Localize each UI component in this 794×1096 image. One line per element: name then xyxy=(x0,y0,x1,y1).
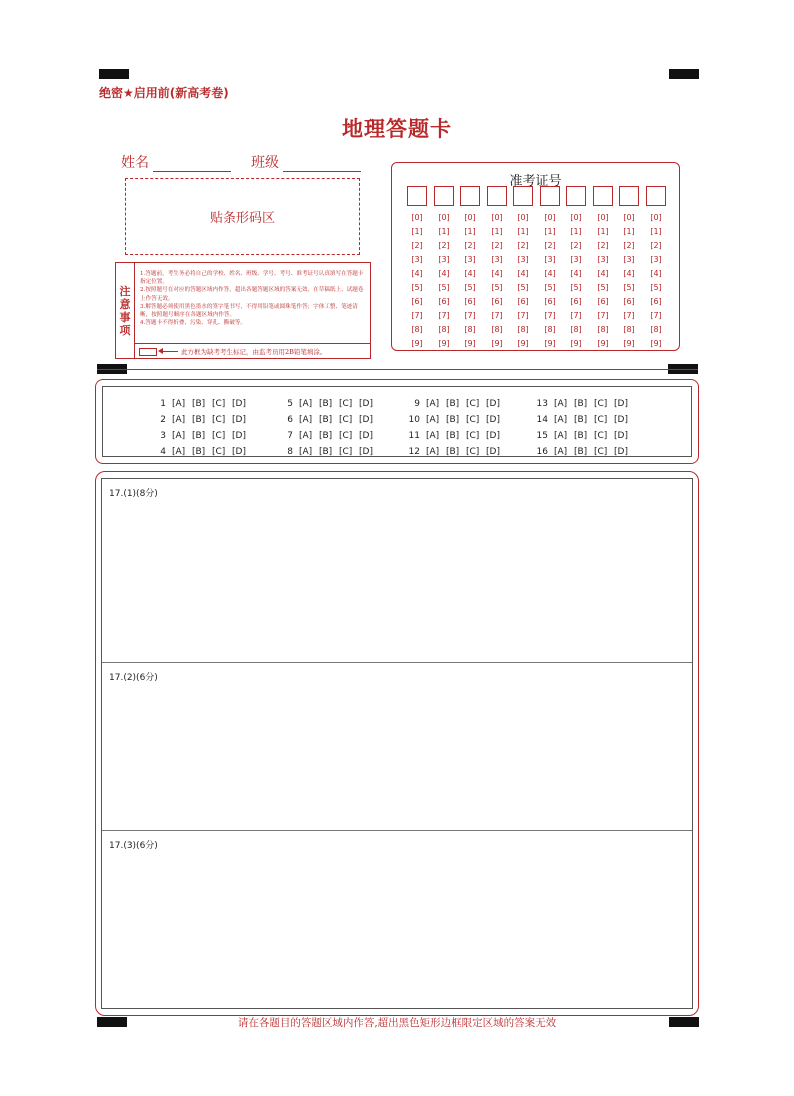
choice-bubble[interactable]: [D] xyxy=(232,431,246,441)
question-number: 14 xyxy=(536,415,548,425)
choice-bubble[interactable]: [C] xyxy=(212,415,226,425)
exam-id-bubble[interactable]: [5] xyxy=(438,283,450,292)
exam-id-digit-box[interactable] xyxy=(566,186,586,206)
exam-id-column xyxy=(540,186,560,351)
exam-id-bubble[interactable]: [7] xyxy=(517,311,529,320)
exam-id-bubble[interactable]: [4] xyxy=(438,269,450,278)
exam-id-bubble[interactable]: [3] xyxy=(438,255,450,264)
notice-side-char: 项 xyxy=(119,323,131,337)
exam-id-bubble[interactable]: [4] xyxy=(650,269,662,278)
exam-id-bubble[interactable]: [1] xyxy=(597,227,609,236)
notice-side-char: 事 xyxy=(119,310,131,324)
exam-id-column xyxy=(513,186,533,351)
secret-label: 绝密★启用前(新高考卷) xyxy=(99,86,229,100)
registration-mark-top-right xyxy=(669,69,699,79)
question-number: 11 xyxy=(408,431,420,441)
choice-bubble[interactable]: [D] xyxy=(486,399,500,409)
choice-column xyxy=(530,396,634,460)
exam-id-column xyxy=(646,186,666,351)
exam-id-bubble[interactable]: [4] xyxy=(517,269,529,278)
choice-row xyxy=(148,444,252,460)
choice-bubble[interactable]: [A] xyxy=(426,415,440,425)
exam-id-bubble[interactable]: [8] xyxy=(464,325,476,334)
choice-bubble[interactable]: [C] xyxy=(466,431,480,441)
exam-id-bubble[interactable]: [7] xyxy=(491,311,503,320)
choice-column xyxy=(402,396,506,460)
exam-id-bubble[interactable]: [0] xyxy=(570,213,582,222)
exam-id-bubble[interactable]: [2] xyxy=(491,241,503,250)
exam-id-bubble[interactable]: [7] xyxy=(597,311,609,320)
exam-id-column xyxy=(487,186,507,351)
exam-id-bubble[interactable]: [0] xyxy=(464,213,476,222)
question-number: 7 xyxy=(287,431,293,441)
exam-id-digit-box[interactable] xyxy=(513,186,533,206)
exam-id-bubble[interactable]: [2] xyxy=(570,241,582,250)
choice-bubble[interactable]: [A] xyxy=(554,399,568,409)
choice-bubble[interactable]: [D] xyxy=(232,415,246,425)
exam-id-bubble[interactable]: [0] xyxy=(650,213,662,222)
choice-row xyxy=(530,412,634,428)
exam-id-bubble[interactable]: [3] xyxy=(570,255,582,264)
exam-id-bubble[interactable]: [6] xyxy=(623,297,635,306)
question-label: 17.(2)(6分) xyxy=(109,673,158,683)
question-number: 12 xyxy=(408,447,420,457)
exam-id-bubble[interactable]: [6] xyxy=(570,297,582,306)
exam-id-bubble[interactable]: [4] xyxy=(597,269,609,278)
exam-id-bubble[interactable]: [3] xyxy=(623,255,635,264)
exam-id-bubble[interactable]: [0] xyxy=(623,213,635,222)
exam-id-bubble[interactable]: [5] xyxy=(517,283,529,292)
exam-id-bubble[interactable]: [0] xyxy=(544,213,556,222)
exam-id-bubble[interactable]: [1] xyxy=(464,227,476,236)
notice-side-title xyxy=(116,263,135,358)
exam-id-bubble[interactable]: [8] xyxy=(597,325,609,334)
choice-row xyxy=(275,428,379,444)
exam-id-bubble[interactable]: [3] xyxy=(491,255,503,264)
notice-side-char: 意 xyxy=(119,297,131,311)
exam-id-bubble[interactable]: [5] xyxy=(411,283,423,292)
exam-id-bubble[interactable]: [3] xyxy=(650,255,662,264)
choice-bubble[interactable]: [B] xyxy=(446,415,460,425)
choice-bubble[interactable]: [C] xyxy=(212,447,226,457)
choice-row xyxy=(148,412,252,428)
choice-bubble[interactable]: [C] xyxy=(466,447,480,457)
exam-id-bubble[interactable]: [1] xyxy=(570,227,582,236)
choice-row xyxy=(530,428,634,444)
answer-area-17-1[interactable] xyxy=(102,479,692,662)
notice-side-char: 注 xyxy=(119,284,131,298)
choice-row xyxy=(148,428,252,444)
absent-mark-note: 此方框为缺考考生标记，由监考员用2B铅笔填涂。 xyxy=(181,348,327,356)
choice-row xyxy=(148,396,252,412)
choice-bubble[interactable]: [D] xyxy=(359,431,373,441)
choice-bubble[interactable]: [B] xyxy=(319,399,333,409)
class-field[interactable] xyxy=(283,157,361,172)
exam-id-digit-box[interactable] xyxy=(593,186,613,206)
exam-id-bubble[interactable]: [9] xyxy=(597,339,609,348)
choice-bubble[interactable]: [C] xyxy=(594,447,608,457)
exam-id-bubble[interactable]: [9] xyxy=(464,339,476,348)
choice-bubble[interactable]: [D] xyxy=(486,415,500,425)
exam-id-bubble[interactable]: [4] xyxy=(570,269,582,278)
exam-id-bubble[interactable]: [1] xyxy=(517,227,529,236)
absent-mark-row xyxy=(134,343,370,359)
exam-id-column xyxy=(434,186,454,351)
answer-area-17-3[interactable] xyxy=(102,831,692,1008)
choice-bubble[interactable]: [B] xyxy=(192,431,206,441)
notice-item: 4.答题卡不得折叠、污染、穿孔、撕破等。 xyxy=(140,320,247,327)
choice-section xyxy=(95,379,699,464)
question-number: 2 xyxy=(160,415,166,425)
exam-id-bubble[interactable]: [1] xyxy=(411,227,423,236)
exam-id-column xyxy=(407,186,427,351)
choice-bubble[interactable]: [C] xyxy=(466,399,480,409)
exam-id-bubble[interactable]: [0] xyxy=(517,213,529,222)
barcode-area xyxy=(125,178,360,255)
choice-bubble[interactable]: [D] xyxy=(614,399,628,409)
exam-id-bubble[interactable]: [8] xyxy=(491,325,503,334)
question-number: 8 xyxy=(287,447,293,457)
exam-id-bubble[interactable]: [6] xyxy=(438,297,450,306)
page-title: 地理答题卡 xyxy=(342,117,452,141)
choice-row xyxy=(402,412,506,428)
exam-id-bubble[interactable]: [9] xyxy=(491,339,503,348)
answer-grid xyxy=(101,478,693,1009)
student-name-row xyxy=(121,152,231,172)
choice-bubble[interactable]: [B] xyxy=(319,415,333,425)
choice-bubble[interactable]: [D] xyxy=(614,415,628,425)
exam-id-bubble[interactable]: [5] xyxy=(464,283,476,292)
question-number: 16 xyxy=(536,447,548,457)
exam-id-bubble[interactable]: [7] xyxy=(438,311,450,320)
choice-grid xyxy=(102,386,692,457)
registration-mark-top-left xyxy=(99,69,129,79)
choice-bubble[interactable]: [D] xyxy=(359,447,373,457)
choice-row xyxy=(275,396,379,412)
exam-id-title: 准考证号 xyxy=(509,174,562,189)
choice-bubble[interactable]: [B] xyxy=(574,447,588,457)
question-number: 6 xyxy=(287,415,293,425)
exam-id-bubble[interactable]: [8] xyxy=(411,325,423,334)
exam-id-panel xyxy=(391,162,680,351)
exam-id-bubble[interactable]: [8] xyxy=(650,325,662,334)
choice-bubble[interactable]: [C] xyxy=(594,431,608,441)
exam-id-bubble[interactable]: [4] xyxy=(464,269,476,278)
exam-id-bubble[interactable]: [7] xyxy=(544,311,556,320)
choice-bubble[interactable]: [A] xyxy=(426,431,440,441)
exam-id-bubble[interactable]: [1] xyxy=(491,227,503,236)
choice-bubble[interactable]: [A] xyxy=(172,415,186,425)
question-number: 9 xyxy=(414,399,420,409)
exam-id-digit-box[interactable] xyxy=(487,186,507,206)
exam-id-bubble[interactable]: [1] xyxy=(623,227,635,236)
notice-item: 1.答题前，考生务必将自己的学校、姓名、班级、学号、考号、准考证号认真填写在答题卡指定位置。 xyxy=(140,271,364,286)
exam-id-digit-box[interactable] xyxy=(540,186,560,206)
choice-bubble[interactable]: [C] xyxy=(339,431,353,441)
barcode-label: 贴条形码区 xyxy=(209,211,275,226)
notice-item: 2.按照题号在对应的答题区域内作答，超出各题答题区域的答案无效，在草稿纸上、试题卷上作答无效。 xyxy=(140,287,364,302)
exam-id-bubble[interactable]: [6] xyxy=(411,297,423,306)
exam-id-bubble[interactable]: [6] xyxy=(597,297,609,306)
exam-id-column xyxy=(619,186,639,351)
exam-id-bubble[interactable]: [8] xyxy=(438,325,450,334)
exam-id-digit-box[interactable] xyxy=(434,186,454,206)
choice-bubble[interactable]: [B] xyxy=(446,431,460,441)
exam-id-bubble[interactable]: [2] xyxy=(517,241,529,250)
exam-id-bubble[interactable]: [3] xyxy=(544,255,556,264)
exam-id-bubble[interactable]: [2] xyxy=(544,241,556,250)
exam-id-bubble[interactable]: [2] xyxy=(597,241,609,250)
choice-bubble[interactable]: [D] xyxy=(614,431,628,441)
choice-row xyxy=(402,444,506,460)
exam-id-bubble[interactable]: [0] xyxy=(438,213,450,222)
exam-id-bubble[interactable]: [1] xyxy=(650,227,662,236)
question-number: 15 xyxy=(536,431,548,441)
choice-bubble[interactable]: [A] xyxy=(554,447,568,457)
choice-bubble[interactable]: [A] xyxy=(426,399,440,409)
exam-id-bubble[interactable]: [4] xyxy=(623,269,635,278)
exam-id-bubble[interactable]: [8] xyxy=(544,325,556,334)
choice-bubble[interactable]: [B] xyxy=(192,399,206,409)
choice-bubble[interactable]: [B] xyxy=(192,415,206,425)
exam-id-digit-box[interactable] xyxy=(460,186,480,206)
question-number: 3 xyxy=(160,431,166,441)
exam-id-column xyxy=(566,186,586,351)
exam-id-bubble[interactable]: [5] xyxy=(491,283,503,292)
choice-bubble[interactable]: [C] xyxy=(466,415,480,425)
choice-bubble[interactable]: [A] xyxy=(299,447,313,457)
exam-id-bubble[interactable]: [0] xyxy=(597,213,609,222)
exam-id-bubble[interactable]: [9] xyxy=(623,339,635,348)
choice-bubble[interactable]: [C] xyxy=(212,431,226,441)
exam-id-bubble[interactable]: [6] xyxy=(464,297,476,306)
arrow-left-icon xyxy=(160,351,178,352)
absent-mark-box[interactable] xyxy=(139,348,157,356)
choice-bubble[interactable]: [D] xyxy=(359,415,373,425)
answer-area-17-2[interactable] xyxy=(102,663,692,830)
choice-row xyxy=(275,412,379,428)
exam-id-bubble[interactable]: [8] xyxy=(517,325,529,334)
exam-id-bubble[interactable]: [7] xyxy=(650,311,662,320)
exam-id-bubble[interactable]: [4] xyxy=(411,269,423,278)
question-number: 1 xyxy=(160,399,166,409)
notice-items xyxy=(140,270,366,327)
choice-bubble[interactable]: [B] xyxy=(574,399,588,409)
exam-id-column xyxy=(593,186,613,351)
exam-id-bubble[interactable]: [2] xyxy=(650,241,662,250)
choice-bubble[interactable]: [B] xyxy=(574,415,588,425)
choice-bubble[interactable]: [A] xyxy=(172,399,186,409)
exam-id-bubble[interactable]: [3] xyxy=(517,255,529,264)
exam-id-column xyxy=(460,186,480,351)
choice-bubble[interactable]: [D] xyxy=(486,431,500,441)
exam-id-bubble[interactable]: [7] xyxy=(570,311,582,320)
student-class-row xyxy=(251,152,361,172)
exam-id-bubble[interactable]: [5] xyxy=(544,283,556,292)
name-label: 姓名 xyxy=(121,155,149,171)
notice-box xyxy=(115,262,371,359)
choice-bubble[interactable]: [D] xyxy=(486,447,500,457)
exam-id-bubble[interactable]: [2] xyxy=(411,241,423,250)
choice-bubble[interactable]: [B] xyxy=(446,399,460,409)
exam-id-bubble[interactable]: [0] xyxy=(491,213,503,222)
choice-bubble[interactable]: [B] xyxy=(319,431,333,441)
exam-id-digit-box[interactable] xyxy=(407,186,427,206)
choice-column xyxy=(148,396,252,460)
choice-bubble[interactable]: [C] xyxy=(339,399,353,409)
choice-bubble[interactable]: [A] xyxy=(299,431,313,441)
choice-bubble[interactable]: [B] xyxy=(192,447,206,457)
exam-id-bubble[interactable]: [9] xyxy=(650,339,662,348)
exam-id-digit-box[interactable] xyxy=(619,186,639,206)
answer-section xyxy=(95,471,699,1016)
choice-bubble[interactable]: [C] xyxy=(212,399,226,409)
choice-bubble[interactable]: [A] xyxy=(554,415,568,425)
choice-bubble[interactable]: [C] xyxy=(594,399,608,409)
exam-id-bubble[interactable]: [9] xyxy=(570,339,582,348)
question-number: 13 xyxy=(536,399,548,409)
divider-line xyxy=(97,369,698,370)
exam-id-bubble[interactable]: [3] xyxy=(411,255,423,264)
footer-note: 请在各题目的答题区域内作答,超出黑色矩形边框限定区域的答案无效 xyxy=(237,1017,557,1029)
exam-id-bubble[interactable]: [5] xyxy=(650,283,662,292)
choice-bubble[interactable]: [D] xyxy=(614,447,628,457)
choice-bubble[interactable]: [B] xyxy=(319,447,333,457)
exam-id-bubble[interactable]: [2] xyxy=(438,241,450,250)
question-number: 5 xyxy=(287,399,293,409)
exam-id-bubble[interactable]: [9] xyxy=(438,339,450,348)
name-field[interactable] xyxy=(153,157,231,172)
choice-bubble[interactable]: [D] xyxy=(359,399,373,409)
choice-bubble[interactable]: [A] xyxy=(554,431,568,441)
exam-id-bubble[interactable]: [8] xyxy=(570,325,582,334)
exam-id-bubble[interactable]: [7] xyxy=(623,311,635,320)
exam-id-bubble[interactable]: [9] xyxy=(517,339,529,348)
choice-bubble[interactable]: [B] xyxy=(574,431,588,441)
exam-id-bubble[interactable]: [0] xyxy=(411,213,423,222)
exam-id-bubble[interactable]: [2] xyxy=(623,241,635,250)
choice-bubble[interactable]: [A] xyxy=(299,415,313,425)
exam-id-bubble[interactable]: [6] xyxy=(491,297,503,306)
exam-id-bubble[interactable]: [7] xyxy=(464,311,476,320)
exam-id-bubble[interactable]: [3] xyxy=(464,255,476,264)
choice-bubble[interactable]: [A] xyxy=(299,399,313,409)
choice-row xyxy=(530,396,634,412)
choice-row xyxy=(530,444,634,460)
exam-id-bubble[interactable]: [6] xyxy=(650,297,662,306)
choice-bubble[interactable]: [C] xyxy=(339,447,353,457)
exam-id-bubble[interactable]: [1] xyxy=(544,227,556,236)
choice-row xyxy=(402,396,506,412)
exam-id-digit-box[interactable] xyxy=(646,186,666,206)
choice-bubble[interactable]: [C] xyxy=(339,415,353,425)
class-label: 班级 xyxy=(251,155,279,171)
exam-id-bubble[interactable]: [2] xyxy=(464,241,476,250)
exam-id-bubble[interactable]: [7] xyxy=(411,311,423,320)
choice-bubble[interactable]: [D] xyxy=(232,399,246,409)
question-number: 4 xyxy=(160,447,166,457)
question-label: 17.(3)(6分) xyxy=(109,841,158,851)
exam-id-bubble[interactable]: [4] xyxy=(544,269,556,278)
exam-id-bubble[interactable]: [5] xyxy=(570,283,582,292)
exam-id-bubble[interactable]: [6] xyxy=(517,297,529,306)
choice-bubble[interactable]: [B] xyxy=(446,447,460,457)
choice-bubble[interactable]: [A] xyxy=(172,431,186,441)
exam-id-bubble[interactable]: [5] xyxy=(623,283,635,292)
exam-id-bubble[interactable]: [5] xyxy=(597,283,609,292)
exam-id-bubble[interactable]: [9] xyxy=(411,339,423,348)
choice-bubble[interactable]: [A] xyxy=(426,447,440,457)
choice-bubble[interactable]: [A] xyxy=(172,447,186,457)
exam-id-bubble[interactable]: [8] xyxy=(623,325,635,334)
exam-id-bubble[interactable]: [9] xyxy=(544,339,556,348)
exam-id-bubble[interactable]: [6] xyxy=(544,297,556,306)
exam-id-bubble[interactable]: [3] xyxy=(597,255,609,264)
choice-row xyxy=(275,444,379,460)
question-number: 10 xyxy=(408,415,420,425)
choice-row xyxy=(402,428,506,444)
notice-item: 3.解答题必须使用黑色墨水的签字笔书写，不得用铅笔或圆珠笔作答；字体工整、笔迹清晰，按照题号顺序在各题区域内作答。 xyxy=(140,303,358,319)
choice-bubble[interactable]: [C] xyxy=(594,415,608,425)
exam-id-bubble[interactable]: [1] xyxy=(438,227,450,236)
exam-id-bubble[interactable]: [4] xyxy=(491,269,503,278)
choice-column xyxy=(275,396,379,460)
choice-bubble[interactable]: [D] xyxy=(232,447,246,457)
question-label: 17.(1)(8分) xyxy=(109,489,158,499)
